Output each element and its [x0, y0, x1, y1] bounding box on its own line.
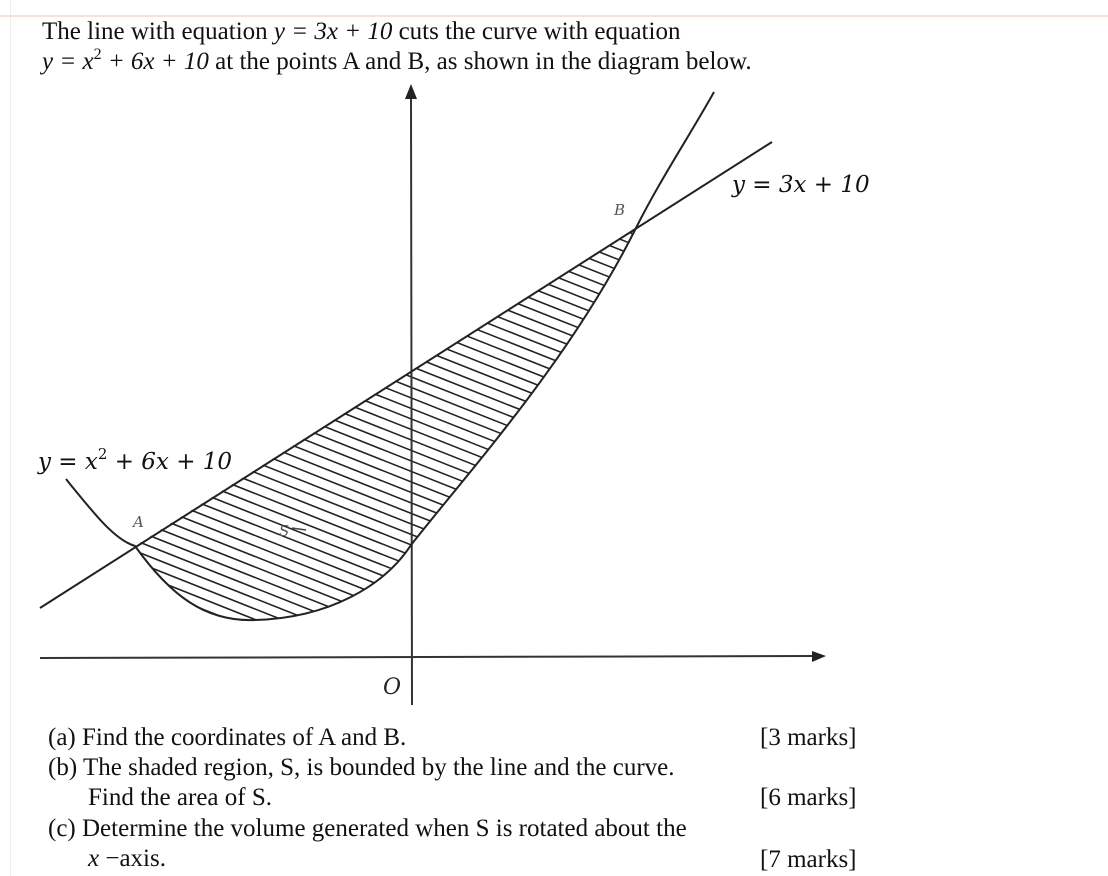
stem-text: cuts the curve with equation [392, 18, 681, 45]
hatch-line [100, 852, 680, 876]
hatch-line [100, 212, 680, 442]
hatch-line [100, 117, 680, 347]
curve-label-part: + 6x + 10 [107, 449, 233, 475]
hatch-line [100, 0, 680, 200]
hatch-line [97, 390, 680, 620]
hatch-line [100, 159, 680, 389]
hatch-line [100, 0, 680, 127]
y-axis [411, 98, 412, 705]
hatch-line [97, 443, 680, 673]
part-b [48, 753, 675, 783]
hatch-line [97, 243, 680, 473]
hatch-line [100, 54, 680, 284]
straight-line [40, 142, 772, 608]
part-c-variable: x [88, 845, 100, 872]
hatch-line [100, 201, 680, 431]
hatch-line [97, 296, 680, 526]
hatch-line [100, 65, 680, 295]
hatch-line [100, 75, 680, 305]
hatch-line [100, 0, 680, 179]
part-c-axis-text: −axis. [99, 845, 166, 872]
hatch-line [100, 0, 680, 211]
stem-text: The line with equation [42, 18, 274, 45]
part-a-label: (a) [48, 724, 76, 751]
part-b-line-2: Find the area of S. [88, 784, 272, 811]
hatch-line [100, 842, 680, 876]
part-a-marks: [3 marks] [760, 724, 857, 751]
hatch-line [100, 863, 680, 876]
point-b-label: B [614, 201, 626, 219]
hatch-line [100, 96, 680, 326]
line-equation: y = 3x + 10 [273, 18, 393, 45]
part-a [48, 723, 406, 753]
hatch-line [97, 306, 680, 536]
hatch-line [100, 2, 680, 232]
hatch-line [97, 411, 680, 641]
hatch-line [100, 107, 680, 337]
hatch-line [100, 0, 680, 169]
region-s-label: S [279, 522, 290, 540]
curve-label-part: y = x [38, 449, 98, 475]
hatch-line [100, 12, 680, 242]
hatch-line [97, 380, 680, 610]
hatch-line [100, 138, 680, 368]
hatch-line [100, 516, 680, 746]
part-b-text: The shaded region, S, is bounded by the line and the curve. [82, 754, 675, 781]
hatch-line [100, 0, 680, 137]
hatch-line [100, 180, 680, 410]
part-b-label: (b) [48, 754, 78, 781]
hatch-line [100, 506, 680, 736]
curve-label-exponent: 2 [97, 445, 108, 463]
hatch-line [97, 285, 680, 515]
curve-equation-part: y = x [42, 48, 94, 75]
part-b-marks: [6 marks] [760, 784, 857, 811]
hatch-line [97, 327, 680, 557]
hatch-line [97, 369, 680, 599]
curve-equation-exponent: 2 [93, 46, 102, 63]
part-c-line-2 [88, 844, 166, 874]
hatch-line [100, 170, 680, 400]
point-a-label: A [133, 513, 144, 531]
part-a-text: Find the coordinates of A and B. [82, 724, 407, 751]
hatch-line [100, 0, 680, 158]
origin-label: O [383, 675, 402, 700]
curve-equation-part: + 6x + 10 [101, 48, 209, 75]
line-label-text: y = 3x + 10 [732, 172, 870, 198]
hatch-line [100, 453, 680, 683]
part-c-label: (c) [48, 815, 76, 842]
hatch-line [100, 33, 680, 263]
hatch-line [100, 0, 680, 148]
hatch-line [100, 0, 680, 190]
part-c-text: Determine the volume generated when S is rotated about the [82, 815, 687, 842]
hatch-line [100, 0, 680, 95]
hatch-line [100, 474, 680, 704]
hatch-line [100, 0, 680, 221]
y-axis-arrow [405, 84, 417, 99]
stem-text: at the points A and B, as shown in the diagram below. [208, 48, 752, 75]
hatch-line [97, 317, 680, 547]
hatch-line [100, 464, 680, 694]
hatch-line [100, 128, 680, 358]
hatch-line [100, 0, 680, 106]
x-axis-arrow [812, 651, 826, 662]
hatch-line [100, 23, 680, 253]
part-c-marks: [7 marks] [760, 846, 857, 873]
hatch-line [100, 86, 680, 316]
line-label [731, 172, 870, 198]
curve-label [37, 445, 232, 475]
hatch-line [100, 527, 680, 757]
x-axis [40, 656, 815, 658]
hatch-line [100, 149, 680, 379]
part-c [48, 814, 687, 844]
hatch-line [100, 0, 680, 116]
hatch-line [97, 233, 680, 463]
hatch-line [100, 44, 680, 274]
